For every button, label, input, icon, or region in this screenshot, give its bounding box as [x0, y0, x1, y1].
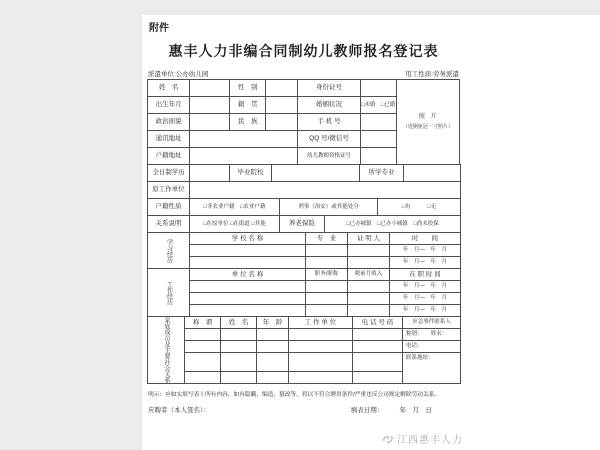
work-income-field: [348, 281, 390, 293]
family-phone-header: 电 话 号 码: [353, 317, 403, 329]
family-phone-field: [353, 372, 403, 384]
work-time-header: 在 职 时 间: [390, 269, 461, 281]
photo-cell: [396, 80, 459, 165]
major-field: [404, 165, 461, 182]
form-title: 惠丰人力非编合同制幼儿教师报名登记表: [168, 43, 439, 59]
family-unit-field: [289, 372, 353, 384]
emergency-contact-header: 应急事件联系人: [403, 317, 461, 329]
photo-label: 照 片: [418, 114, 437, 121]
school-field: [272, 165, 360, 182]
fill-date-label: 填表日期： 年 月 日: [350, 407, 432, 414]
family-name-header: 姓 名: [221, 317, 257, 329]
relation-label: 关系说明: [148, 216, 190, 233]
family-unit-field: [289, 353, 353, 372]
watermark-text: 江西惠丰人力: [397, 435, 463, 446]
disclosure-note: 明示：应如实填写表上所有内容，如有隐瞒、编造、篡改等，将以不符合聘用条件/严重违反公司规定解除劳动关系。: [148, 392, 441, 398]
reg-addr-field: [190, 148, 298, 165]
work-unit-header: 单 位 名 称: [190, 269, 306, 281]
criminal-label: 刑事（治安）或其他处分: [280, 199, 378, 216]
study-experience-table: [147, 232, 461, 269]
scanned-form-page: [142, 15, 600, 450]
hukou-options: □非农业户籍 □农业户籍: [190, 199, 280, 216]
family-age-field: [257, 353, 289, 372]
study-time-field: 年 月— 年 月: [390, 245, 461, 257]
watermark: [382, 431, 463, 446]
family-unit-field: [289, 341, 353, 353]
political-field: [190, 114, 230, 131]
work-time-field: 年 月— 年 月: [390, 305, 461, 317]
study-section-label: [148, 233, 190, 269]
work-title-field: [306, 293, 348, 305]
basic-info-table: [147, 79, 460, 165]
family-age-field: [257, 341, 289, 353]
work-title-header: 职务/职称: [306, 269, 348, 281]
mobile-field: [360, 114, 396, 131]
work-income-header: 税前月收入: [348, 269, 390, 281]
edu-field: [190, 165, 230, 182]
study-school-header: 学 校 名 称: [190, 233, 306, 245]
family-unit-header: 工 作 单 位: [289, 317, 353, 329]
teacher-cert-label: 幼儿教师资格证号: [298, 148, 360, 165]
former-unit-field: [190, 182, 461, 199]
name-field: [190, 80, 230, 97]
signature-row: [147, 405, 460, 414]
work-title-field: [306, 281, 348, 293]
empty-cell: 学习经历: [165, 238, 172, 263]
relation-row: [147, 215, 461, 233]
family-name-field: [221, 372, 257, 384]
qq-label: QQ 号/微信号: [298, 131, 360, 148]
pension-options: □已办城镇 □已办小城镇 □尚未投保: [325, 216, 461, 233]
study-witness-field: [348, 245, 390, 257]
family-age-field: [257, 372, 289, 384]
empty-cell: 工作经历: [165, 280, 172, 305]
study-school-field: [190, 245, 306, 257]
hukou-type-label: 户籍性质: [148, 199, 190, 216]
native-label: 籍 贯: [230, 97, 266, 114]
native-field: [266, 97, 298, 114]
family-name-field: [221, 329, 257, 341]
emergency-phone: 电话：: [403, 341, 461, 353]
work-time-field: 年 月— 年 月: [390, 293, 461, 305]
study-witness-field: [348, 257, 390, 269]
study-school-field: [190, 257, 306, 269]
emergency-address: 联系地址：: [403, 353, 461, 384]
study-major-header: 专 业: [306, 233, 348, 245]
work-time-field: 年 月— 年 月: [390, 281, 461, 293]
employment-nature-label: 用工性质:劳务派遣: [405, 71, 459, 78]
political-label: 政治面貌: [148, 114, 190, 131]
reg-addr-label: 户籍地址: [148, 148, 190, 165]
applicant-signature-label: 应聘者（本人签名）：: [148, 407, 210, 414]
form-content: [147, 15, 460, 414]
gender-label: 性 别: [230, 80, 266, 97]
family-phone-field: [353, 341, 403, 353]
birth-field: [190, 97, 230, 114]
work-title-field: [306, 305, 348, 317]
education-row: [147, 164, 461, 182]
birth-label: 出生年月: [148, 97, 190, 114]
qq-field: [360, 131, 396, 148]
work-income-field: [348, 293, 390, 305]
family-section-label: [148, 317, 185, 384]
gender-field: [266, 80, 298, 97]
edu-label: 全日制学历: [148, 165, 190, 182]
relation-options: □在原单位 □在街道 □其他: [190, 216, 280, 233]
family-title-field: [185, 353, 221, 372]
marital-options: □未婚 □已婚: [360, 97, 396, 114]
ethnicity-label: 民 族: [230, 114, 266, 131]
work-unit-field: [190, 305, 306, 317]
former-unit-label: 原工作单位: [148, 182, 190, 199]
family-title-field: [185, 329, 221, 341]
study-time-header: 时 间: [390, 233, 461, 245]
family-name-field: [221, 341, 257, 353]
family-title-header: 称 谓: [185, 317, 221, 329]
study-witness-header: 证 明 人: [348, 233, 390, 245]
work-income-field: [348, 305, 390, 317]
dispatch-unit-label: 派遣单位:公办幼儿园: [148, 71, 209, 78]
id-label: 身份证号: [298, 80, 360, 97]
family-title-field: [185, 372, 221, 384]
family-age-header: 年 龄: [257, 317, 289, 329]
mobile-label: 手 机 号: [298, 114, 360, 131]
attachment-label: 附件: [149, 23, 169, 34]
marital-label: 婚姻状况: [298, 97, 360, 114]
mail-addr-label: 通讯地址: [148, 131, 190, 148]
criminal-options: □有 □无: [378, 199, 461, 216]
family-phone-field: [353, 353, 403, 372]
study-major-field: [306, 257, 348, 269]
name-label: 姓 名: [148, 80, 190, 97]
family-name-field: [221, 353, 257, 372]
study-time-field: 年 月— 年 月: [390, 257, 461, 269]
work-section-label: [148, 269, 190, 317]
work-unit-field: [190, 293, 306, 305]
form-subline: [147, 69, 460, 78]
school-label: 毕业院校: [230, 165, 272, 182]
work-experience-table: [147, 268, 461, 317]
work-unit-field: [190, 281, 306, 293]
pension-label: 养老保险: [280, 216, 325, 233]
emergency-title-name: 称谓： 姓名：: [403, 329, 461, 341]
family-title-field: [185, 341, 221, 353]
family-table: [147, 316, 461, 384]
id-field: [360, 80, 396, 97]
hukou-row: [147, 198, 461, 216]
huifeng-logo-icon: [382, 433, 394, 445]
study-major-field: [306, 245, 348, 257]
empty-cell: 家庭成员及主要社会关系: [163, 317, 169, 383]
family-unit-field: [289, 329, 353, 341]
family-age-field: [257, 329, 289, 341]
mail-addr-field: [190, 131, 298, 148]
major-label: 所学专业: [360, 165, 404, 182]
photo-caption: （近期免冠一寸照片）: [402, 123, 453, 130]
former-unit-row: [147, 181, 461, 199]
family-phone-field: [353, 329, 403, 341]
teacher-cert-field: [360, 148, 396, 165]
ethnicity-field: [266, 114, 298, 131]
